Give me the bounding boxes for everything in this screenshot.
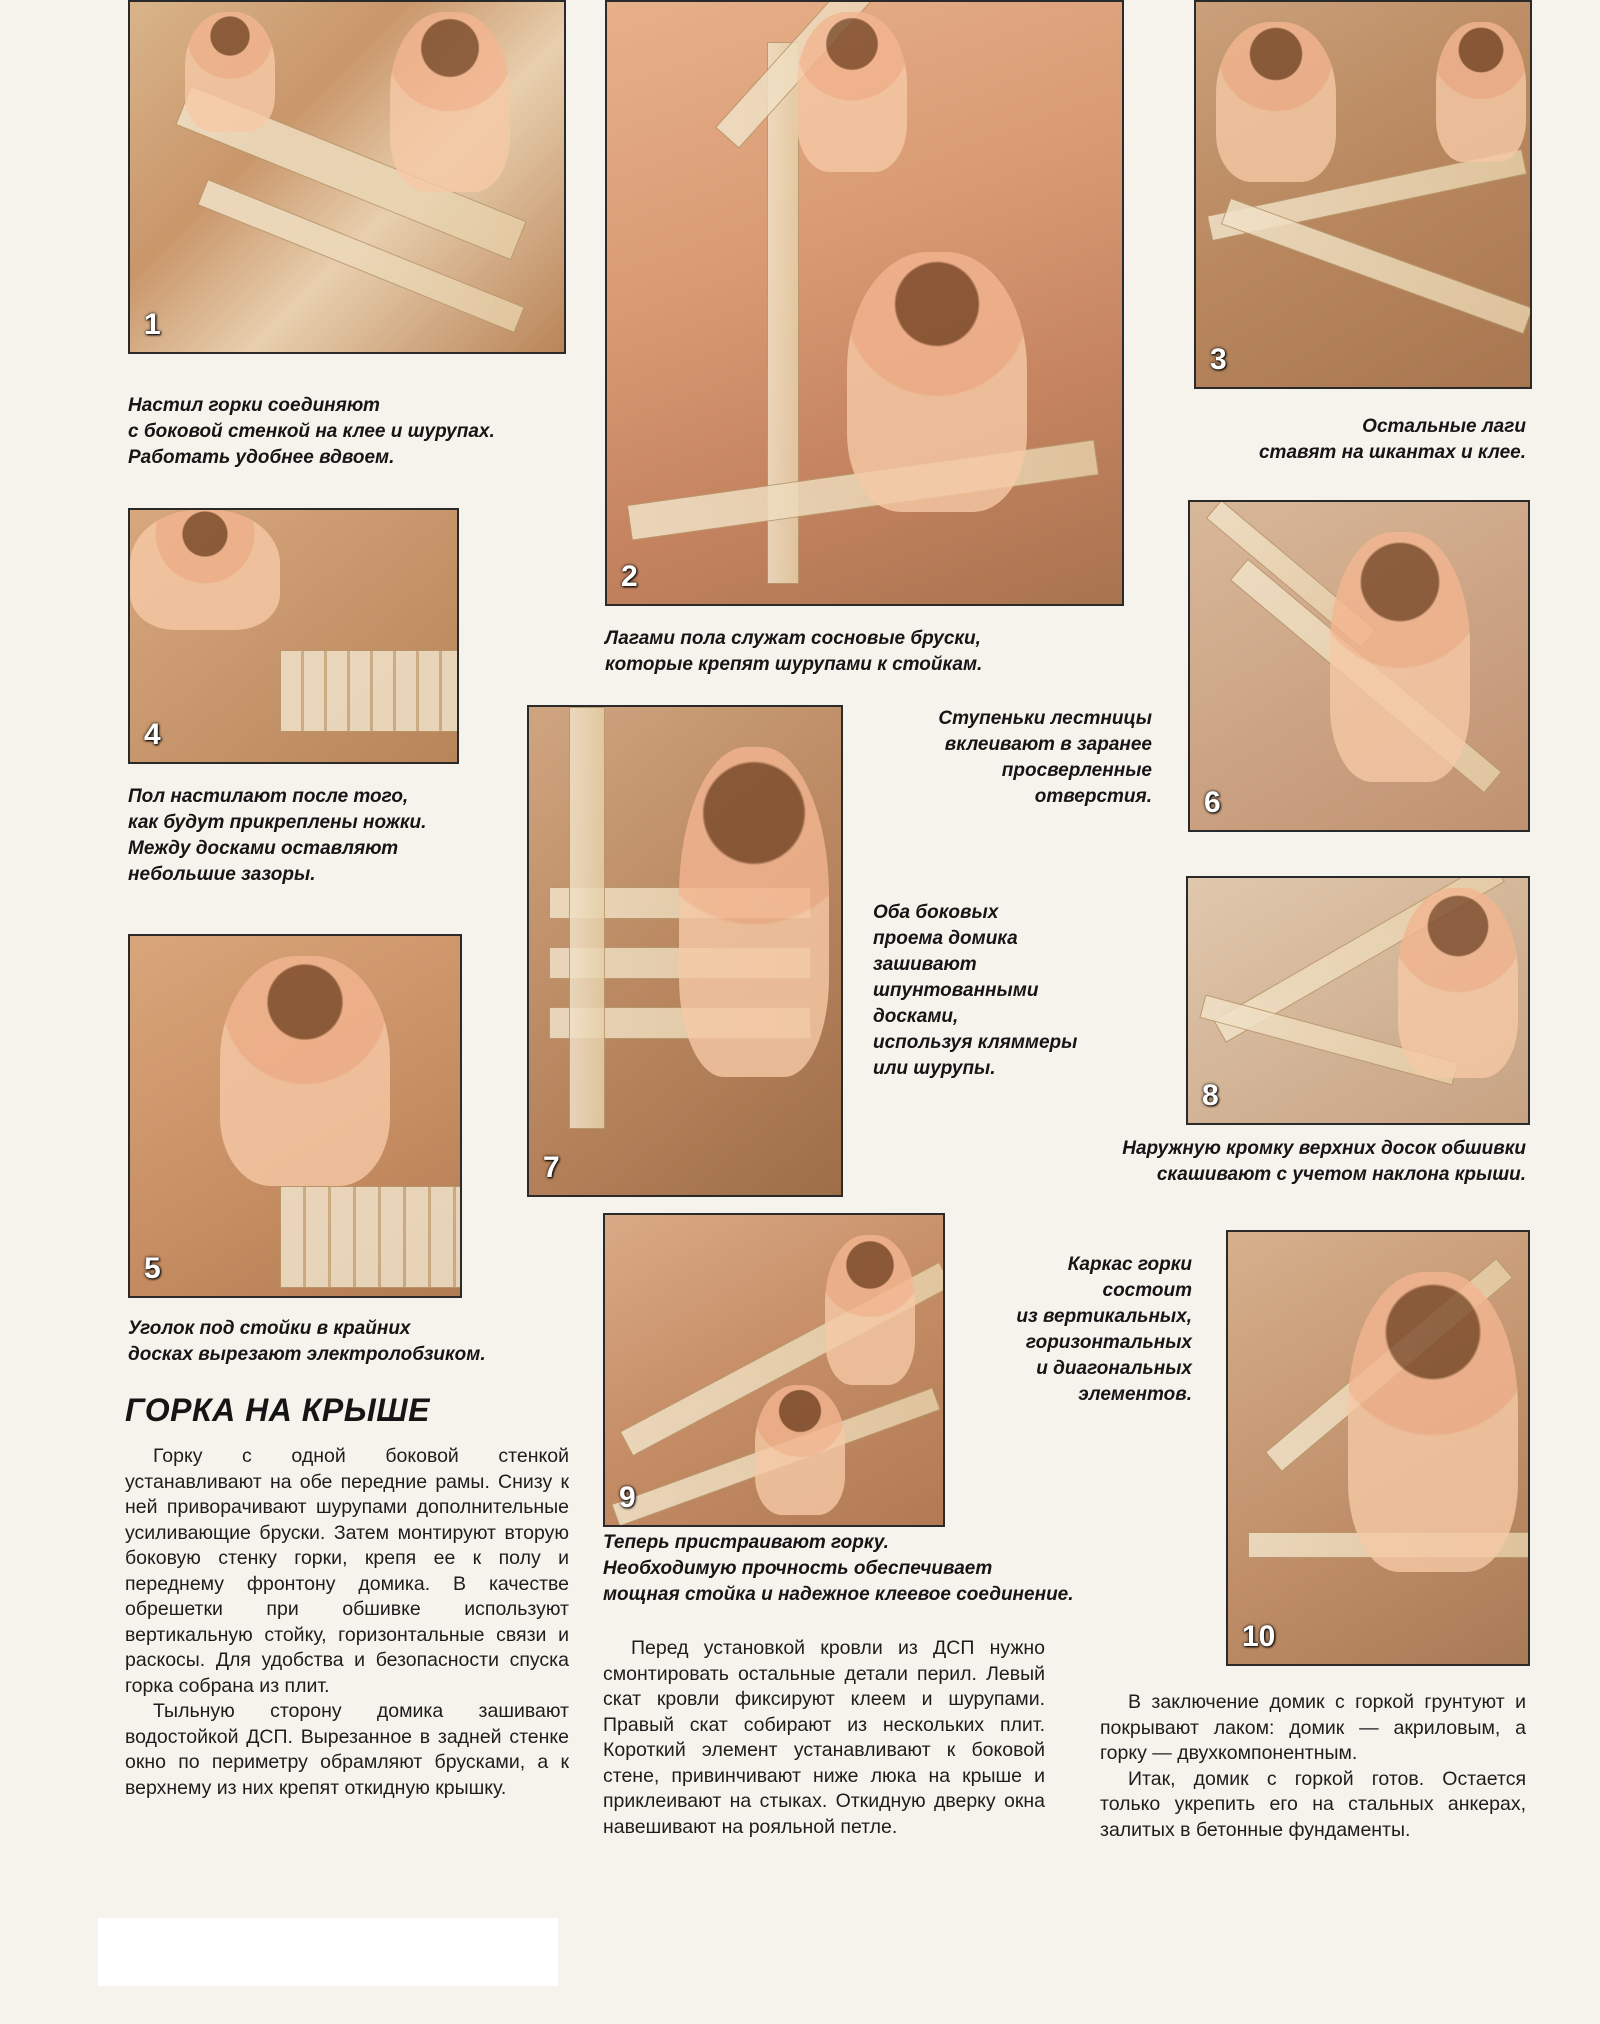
caption-5: Уголок под стойки в крайних досках вырезают электролобзиком.	[128, 1318, 486, 1365]
photo-number: 2	[621, 560, 638, 593]
photo-number: 8	[1202, 1079, 1219, 1112]
photo-8	[1186, 876, 1530, 1125]
photo-2	[605, 0, 1124, 606]
caption-7: Оба боковых проема домика зашивают шпунтованными досками, используя кляммеры или шурупы.	[873, 902, 1078, 1079]
photo-9	[603, 1213, 945, 1527]
photo-4	[128, 508, 459, 764]
caption-3: Остальные лаги ставят на шкантах и клее.	[1258, 416, 1526, 463]
photo-number: 7	[543, 1151, 560, 1184]
photo-number: 3	[1210, 343, 1227, 376]
paragraph: Тыльную сторону домика зашивают водостойкой ДСП. Вырезанное в задней стенке окно по периметру обрамляют брусками, а к верхнему из них крепят откидную крышку.	[125, 1700, 569, 1799]
caption-2: Лагами пола служат сосновые бруски, которые крепят шурупами к стойкам.	[605, 628, 983, 675]
photo-7	[527, 705, 843, 1197]
caption-10: Каркас горки состоит из вертикальных, горизонтальных и диагональных элементов.	[1016, 1254, 1192, 1405]
caption-1: Настил горки соединяют с боковой стенкой на клее и шурупах. Работать удобнее вдвоем.	[128, 395, 495, 468]
photo-number: 1	[144, 308, 161, 341]
paragraph: В заключение домик с горкой грунтуют и покрывают лаком: домик — акриловым, а горку — двухкомпонентным.	[1100, 1691, 1526, 1764]
paragraph: Итак, домик с горкой готов. Остается только укрепить его на стальных анкерах, залитых в бетонные фундаменты.	[1100, 1767, 1526, 1841]
article-column-1	[125, 1444, 569, 1801]
article-column-3	[1100, 1690, 1526, 1843]
photo-1	[128, 0, 566, 354]
caption-9: Теперь пристраивают горку. Необходимую прочность обеспечивает мощная стойка и надежное клеевое соединение.	[603, 1532, 1074, 1605]
photo-number: 5	[144, 1252, 161, 1285]
photo-6	[1188, 500, 1530, 832]
photo-number: 10	[1242, 1620, 1276, 1653]
photo-3	[1194, 0, 1532, 389]
caption-6: Ступеньки лестницы вклеивают в заранее просверленные отверстия.	[938, 708, 1152, 807]
caption-4: Пол настилают после того, как будут прикреплены ножки. Между досками оставляют небольшие зазоры.	[128, 786, 427, 885]
blank-box	[98, 1918, 558, 1986]
photo-10	[1226, 1230, 1530, 1666]
photo-number: 9	[619, 1481, 636, 1514]
article-heading: ГОРКА НА КРЫШЕ	[125, 1392, 430, 1428]
paragraph: Горку с одной боковой стенкой устанавливают на обе передние рамы. Снизу к ней приворачивают шурупами дополнительные усиливающие бруски. Затем монтируют вторую боковую стенку горки, крепя ее к полу и переднему фронтону домика. В качестве обрешетки при обшивке используют вертикальную стойку, горизонтальные связи и раскосы. Для удобства и безопасности спуска горка собрана из плит.	[125, 1445, 569, 1697]
caption-8: Наружную кромку верхних досок обшивки скашивают с учетом наклона крыши.	[1122, 1138, 1526, 1185]
photo-number: 4	[144, 718, 161, 751]
photo-5	[128, 934, 462, 1298]
photo-number: 6	[1204, 786, 1221, 819]
article-column-2	[603, 1636, 1045, 1840]
paragraph: Перед установкой кровли из ДСП нужно смонтировать остальные детали перил. Левый скат кровли фиксируют клеем и шурупами. Правый скат собирают из нескольких плит. Короткий элемент устанавливают к боковой стене, привинчивают ниже люка на крыше и приклеивают на стыках. Откидную дверку окна навешивают на рояльной петле.	[603, 1637, 1045, 1838]
